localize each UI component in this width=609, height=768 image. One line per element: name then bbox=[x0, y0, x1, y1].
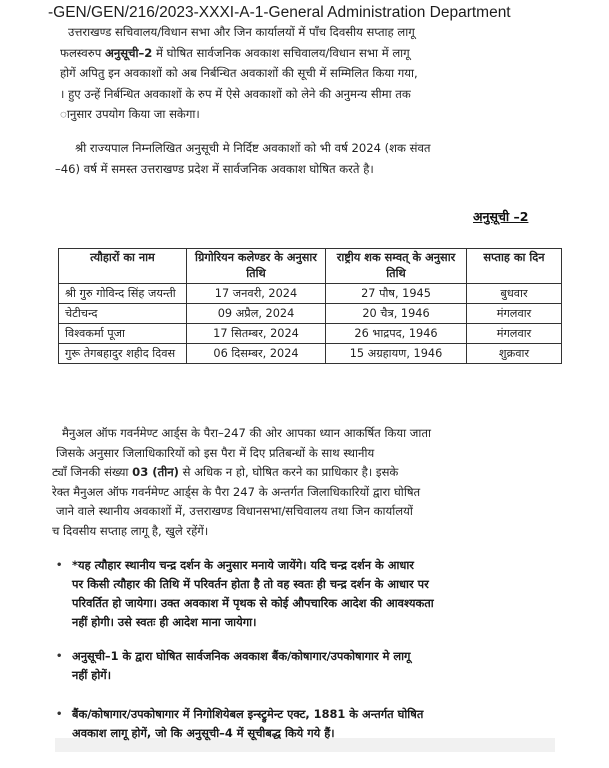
festival-name: चेटीचन्द bbox=[59, 304, 187, 324]
weekday: शुक्रवार bbox=[467, 344, 562, 364]
table-header-row bbox=[59, 249, 562, 284]
note-line: नहीं होगें। bbox=[72, 668, 112, 682]
gregorian-date: 09 अप्रैल, 2024 bbox=[187, 304, 326, 324]
gregorian-date: 17 सितम्बर, 2024 bbox=[187, 324, 326, 344]
bullet-icon: • bbox=[56, 709, 63, 720]
note-line: अनुसूची–1 के द्वारा घोषित सार्वजनिक अवकाश बैंक/कोषागार/उपकोषागार मे लागू bbox=[72, 649, 411, 663]
para1-line: ानुसार उपयोग किया जा सकेगा। bbox=[60, 107, 200, 121]
paragraph-local-holidays bbox=[52, 424, 431, 541]
shaka-date: 15 अग्रहायण, 1946 bbox=[326, 344, 467, 364]
note-negotiable-instruments bbox=[56, 705, 424, 743]
note-line: अवकाश लागू होगें, जो कि अनुसूची–4 में सूचीबद्ध किये गये हैं। bbox=[72, 726, 335, 740]
festival-name: गुरू तेगबहादुर शहीद दिवस bbox=[59, 344, 187, 364]
note-moon-sighting bbox=[56, 556, 434, 632]
para3-text: ट्याँ जिनकी संख्या bbox=[52, 465, 129, 479]
para3-line bbox=[52, 463, 431, 483]
para3-text: से अधिक न हो, घोषित करने का प्राधिकार है। इसके bbox=[182, 465, 399, 479]
header-shaka-date: राष्ट्रीय शक सम्वत् के अनुसार तिथि bbox=[326, 249, 467, 284]
note-line: परिवर्तित हो जायेगा। उक्त अवकाश में पृथक से कोई औपचारिक आदेश की आवश्यकता bbox=[72, 596, 434, 610]
para2-line: श्री राज्यपाल निम्नलिखित अनुसूची मे निर्दिष्ट अवकाशों को भी वर्ष 2024 (शक संवत bbox=[75, 141, 431, 155]
festival-name: श्री गुरु गोविन्द सिंह जयन्ती bbox=[59, 284, 187, 304]
festival-name: विश्वकर्मा पूजा bbox=[59, 324, 187, 344]
bullet-icon: • bbox=[56, 651, 63, 662]
para3-line: मैनुअल ऑफ गवर्नमेण्ट आर्ड्स के पैरा–247 की ओर आपका ध्यान आकर्षित किया जाता bbox=[62, 426, 432, 440]
table-row bbox=[59, 284, 562, 304]
shaka-date: 20 चैत्र, 1946 bbox=[326, 304, 467, 324]
gregorian-date: 17 जनवरी, 2024 bbox=[187, 284, 326, 304]
header-gregorian-date: ग्रिगोरियन कलेण्डर के अनुसार तिथि bbox=[187, 249, 326, 284]
schedule-2-reference: अनुसूची–2 bbox=[104, 45, 153, 60]
gregorian-date: 06 दिसम्बर, 2024 bbox=[187, 344, 326, 364]
para3-line: जिसके अनुसार जिलाधिकारियों को इस पैरा में दिए प्रतिबन्धों के साथ स्थानीय bbox=[56, 445, 375, 460]
para3-line: च दिवसीय सप्ताह लागू है, खुले रहेंगें। bbox=[52, 523, 209, 538]
weekday: बुधवार bbox=[467, 284, 562, 304]
note-line: पर किसी त्यौहार की तिथि में परिवर्तन होता है तो वह स्वतः ही चन्द्र दर्शन के आधार पर bbox=[72, 577, 429, 591]
header-weekday: सप्ताह का दिन bbox=[467, 249, 562, 284]
table-row bbox=[59, 304, 562, 324]
schedule-title: अनुसूची –2 bbox=[473, 209, 529, 224]
weekday: मंगलवार bbox=[467, 304, 562, 324]
weekday: मंगलवार bbox=[467, 324, 562, 344]
table-row bbox=[59, 344, 562, 364]
shaka-date: 27 पौष, 1945 bbox=[326, 284, 467, 304]
para1-line: उत्तराखण्ड सचिवालय/विधान सभा और जिन कार्यालयों में पाँच दिवसीय सप्ताह लागू bbox=[68, 25, 415, 39]
note-line: नहीं होगी। उसे स्वतः ही आदेश माना जायेगा। bbox=[72, 615, 257, 629]
para1-text: फलस्वरुप bbox=[60, 45, 102, 60]
para2-line: –46) वर्ष में समस्त उत्तराखण्ड प्रदेश में सार्वजनिक अवकाश घोषित करते है। bbox=[55, 162, 374, 176]
paragraph-five-day-week bbox=[60, 22, 418, 125]
para3-line: जाने वाले स्थानीय अवकाशों में, उत्तराखण्ड विधानसभा/सचिवालय तथा जिन कार्यालयों bbox=[56, 504, 413, 518]
shaka-date: 26 भाद्रपद, 1946 bbox=[326, 324, 467, 344]
reference-header: -GEN/GEN/216/2023-XXXI-A-1-General Administration Department bbox=[48, 4, 511, 21]
paragraph-governor-declaration bbox=[55, 138, 431, 180]
para1-text: में घोषित सार्वजनिक अवकाश सचिवालय/विधान सभा में लागू bbox=[156, 45, 410, 60]
holiday-table bbox=[58, 248, 562, 364]
para1-line: होगें अपितु इन अवकाशों को अब निर्बन्धित अवकाशों की सूची में सम्मिलित किया गया, bbox=[60, 66, 418, 80]
note-line: बैंक/कोषागार/उपकोषागार में निगोशियेबल इन्स्ट्रुमेन्ट एक्ट, 1881 के अन्तर्गत घोषित bbox=[72, 707, 424, 721]
local-holiday-limit: 03 (तीन) bbox=[132, 465, 179, 479]
table-row bbox=[59, 324, 562, 344]
note-line: *यह त्यौहार स्थानीय चन्द्र दर्शन के अनुसार मनाये जायेंगे। यदि चन्द्र दर्शन के आधार bbox=[72, 558, 414, 572]
note-schedule-1-banks bbox=[56, 647, 411, 685]
para1-line: । हुए उन्हें निर्बन्धित अवकाशों के रुप में ऐसे अवकाशों को लेने की अनुमन्य सीमा तक bbox=[60, 86, 411, 101]
para3-line: रेक्त मैनुअल ऑफ गवर्नमेण्ट आर्ड्स के पैरा 247 के अन्तर्गत जिलाधिकारियों द्वारा घोषित bbox=[52, 484, 421, 499]
bullet-icon: • bbox=[56, 560, 63, 571]
para1-line bbox=[60, 43, 418, 64]
header-festival-name: त्यौहारों का नाम bbox=[59, 249, 187, 284]
